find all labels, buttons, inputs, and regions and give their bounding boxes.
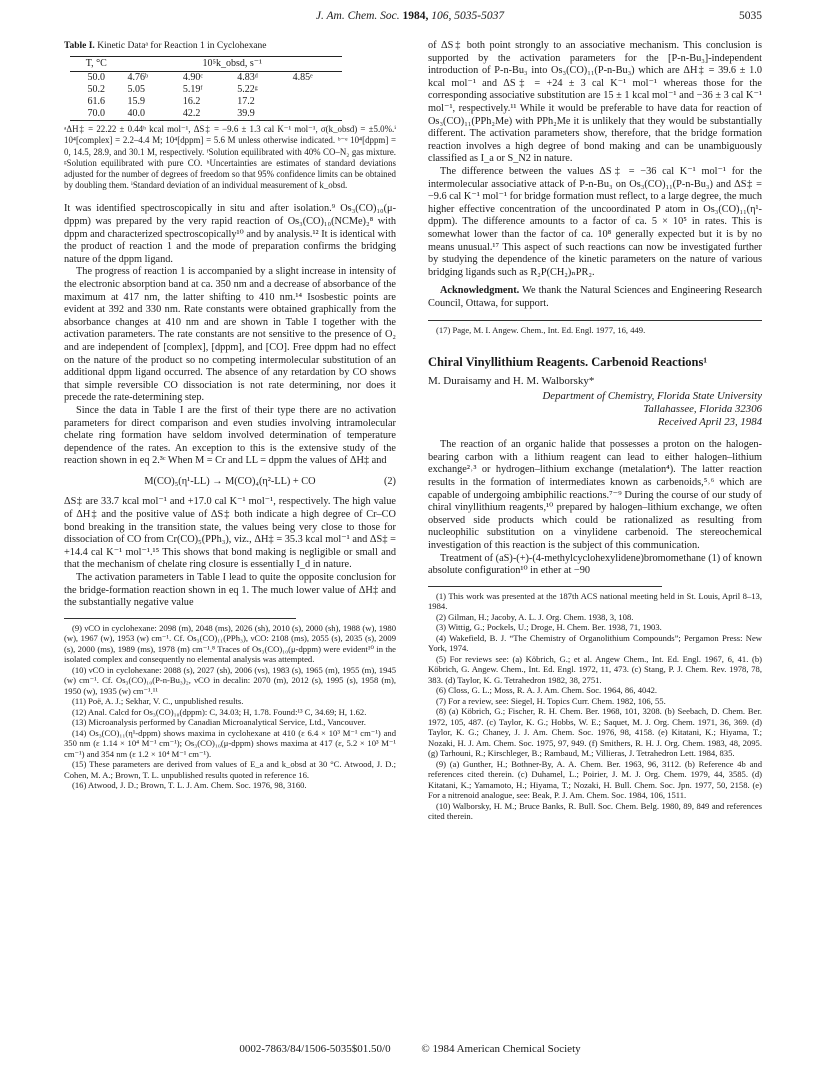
table-row (70, 84, 342, 96)
footnote: (17) Page, M. I. Angew. Chem., Int. Ed. Engl. 1977, 16, 449. (436, 325, 646, 336)
table-cell: 16.2 (182, 96, 201, 108)
table-cell: 42.2 (178, 108, 232, 121)
journal-citation (0, 10, 820, 22)
page-number: 5035 (739, 10, 762, 22)
body-paragraph: The reaction of an organic halide that possesses a proton on the halogen-bearing carbon with a lithium reagent can lead to either halogen–lithium exchange²˒³ or hydrogen–lithium exchange (metalation⁴). The latter reaction results in the formation of intermediates known as carbenoids,⁵˒⁶ which are capable of undergoing ambiphilic reactions.⁷⁻⁹ During the course of our study of chiral vinyllithium reagents,¹⁰ prepared by halogen–lithium exchange, we often observed side products which could be rationalized as resulting from nucleophilic substitution on a vinylidene carbenoid. The stereochemical investigation of this reaction is the subject of this communication. (428, 439, 762, 551)
table-cell: 4.90ᶜ (182, 72, 203, 84)
footnote: (13) Microanalysis performed by Canadian Microanalytical Service, Ltd., Vancouver. (72, 717, 366, 728)
body-paragraph: Since the data in Table I are the first of their type there are no activation parameters for direct comparison and even studies involving intramolecular chelate ring formation have seldom involved determination of temperature dependence of the rates. An exception to this is the extensive study of the reaction shown in eq 2.³ᶜ When M = Cr and LL = dppm the values of ΔH‡ and (64, 404, 396, 467)
footnote: (4) Wakefield, B. J. “The Chemistry of Organolithium Compounds”; Pergamon Press: New York, 1974. (428, 632, 762, 654)
footnote: (6) Closs, G. L.; Moss, R. A. J. Am. Chem. Soc. 1964, 86, 4042. (436, 685, 658, 696)
table-row (70, 108, 342, 121)
acknowledgment (428, 285, 762, 310)
left-column (64, 40, 396, 791)
footnote: (10) Walborsky, H. M.; Bruce Banks, R. Bull. Soc. Chem. Belg. 1980, 89, 849 and references cited therein. (428, 800, 762, 822)
table-cell (288, 84, 342, 96)
footnote: (14) Os₃(CO)₁₁(η¹-dppm) shows maxima in cyclohexane at 410 (ε 6.4 × 10³ M⁻¹ cm⁻¹) and 350 nm (ε 1.14 × 10⁴ M⁻¹ cm⁻¹); Os₃(CO)₁₀(μ-dppm) shows maxima at 417 (ε, 5.2 × 10³ M⁻¹ cm⁻¹) and 354 nm (ε 1.2 × 10⁴ M⁻¹ cm⁻¹). (64, 727, 396, 759)
footnote: (11) Poë, A. J.; Sekhar, V. C., unpublished results. (72, 696, 244, 707)
table-cell: 5.19ᶠ (182, 84, 203, 96)
footnote: (1) This work was presented at the 187th ACS national meeting held in St. Louis, April 8–13, 1984. (428, 590, 762, 612)
footnote-divider (64, 618, 296, 619)
table-label: Table I. (64, 41, 95, 51)
article-affiliation (428, 390, 762, 429)
table-cell: 4.76ᵇ (127, 72, 149, 84)
body-paragraph: Treatment of (aS)-(+)-(4-methylcyclohexylidene)bromomethane (1) of known absolute configuration¹⁰ in ether at −90 (428, 552, 762, 577)
footnote: (7) For a review, see: Siegel, H. Topics Curr. Chem. 1982, 106, 55. (436, 695, 666, 706)
copyright: © 1984 American Chemical Society (421, 1043, 581, 1055)
footnote-divider (428, 586, 662, 587)
footnote: (3) Wittig, G.; Pockels, U.; Droge, H. Chem. Ber. 1938, 71, 1903. (436, 622, 662, 633)
table-cell: 61.6 (87, 96, 105, 108)
footnote: (16) Atwood, J. D.; Brown, T. L. J. Am. Chem. Soc. 1976, 98, 3160. (72, 780, 307, 791)
equation-text: M(CO)₅(η¹-LL) → M(CO)₄(η²-LL) + CO (144, 475, 316, 487)
affiliation-line: Tallahassee, Florida 32306 (643, 403, 762, 416)
footnote: (5) For reviews see: (a) Köbrich, G.; et al. Angew Chem., Int. Ed. Engl. 1967, 6, 41. (b) Köbrich, G. Angew. Chem., Int. Ed. Engl. 1972, 11, 473. (c) Stang, P. J. Chem. Rev. 1978, 78, 383. (d) Taylor, K. G. Tetrahedron 1982, 38, 2751. (428, 653, 762, 685)
running-head (0, 10, 820, 30)
kinetic-data-table (70, 56, 342, 122)
table-row (70, 96, 342, 108)
acknowledgment-text: We thank the Natural Sciences and Engineering Research Council, Ottawa, for support. (428, 285, 762, 309)
table-title (64, 40, 396, 53)
table-cell: 40.0 (123, 108, 178, 121)
footnote: (12) Anal. Calcd for Os₃(CO)₁₀(dppm): C, 34.03; H, 1.78. Found:¹³ C, 34.69; H, 1.62. (72, 706, 367, 717)
acknowledgment-label: Acknowledgment. (440, 285, 520, 297)
footnote: (9) (a) Gunther, H.; Bothner-By, A. A. Chem. Ber. 1963, 96, 3112. (b) Reference 4b and references cited therein. (c) Duhamel, L.; Poirier, J. M. J. Org. Chem. 1979, 44, 3585. (d) Kitatani, K.; Yamamoto, H.; Hiyama, T.; Nozaki, H. Bull. Chem. Soc. Jpn. 1977, 50, 2158. (e) For a nitrenoid analogue, see: Beak, P. J. Am. Chem. Soc. 1984, 106, 1511. (428, 758, 762, 801)
affiliation-line: Department of Chemistry, Florida State University (542, 390, 762, 403)
body-paragraph: ΔS‡ are 33.7 kcal mol⁻¹ and +17.0 cal K⁻¹ mol⁻¹, respectively. The high value of ΔH‡ and the positive value of ΔS‡ both indicate a high degree of Cr–CO bond breaking in the transition state, the values being very close to those for dissociation of CO from Cr(CO)₅(PPh₃), viz., ΔH‡ = 35.3 kcal mol⁻¹ and ΔS‡ = +14.4 cal K⁻¹ mol⁻¹.¹⁵ This shows that bond making is negligible or small and that the mechanism of chelate ring closure is essentially I_d in nature. (64, 496, 396, 571)
table-cell (288, 96, 342, 108)
table-cell: 17.2 (237, 96, 255, 108)
table-row (70, 72, 342, 85)
footnote: (10) νCO in cyclohexane: 2088 (s), 2027 (sh), 2006 (vs), 1983 (s), 1965 (m), 1955 (m), 1945 (w) cm⁻¹. Cf. Os₃(CO)₁₀(P-n-Bu₃)₂, νCO in decalin: 2070 (m), 2012 (s), 1995 (s), 1958 (m), 1950 (w), 1935 (w) cm⁻¹.¹¹ (64, 664, 396, 696)
table-caption: Kinetic Dataᵃ for Reaction 1 in Cyclohexane (97, 41, 267, 51)
journal-name: J. Am. Chem. Soc. (315, 10, 400, 22)
table-footnotes: ᵃΔH‡ = 22.22 ± 0.44ʰ kcal mol⁻¹, ΔS‡ = −9.6 ± 1.3 cal K⁻¹ mol⁻¹, σ(k_obsd) = ±5.0%.ⁱ 10⁴[complex] = 2.2–4.4 M; 10⁴[dppm] = 5.6 M unless otherwise indicated. ᵇ⁻ᵉ 10⁴[dppm] = 0, 14.5, 28.9, and 30.1 M, respectively. ᶠSolution equilibrated with 40% CO–N₂ gas mixture. ᵍSolution equilibrated with pure CO. ʰUncertainties are estimates of standard deviations adjusted for the number of degrees of freedom so that 95% confidence limits can be obtained by doubling them. ⁱStandard deviation of an individual measurement of k_obsd. (64, 124, 396, 191)
body-paragraph: It was identified spectroscopically in situ and after isolation.⁹ Os₃(CO)₁₀(μ-dppm) was prepared by the very rapid reaction of Os₃(CO)₁₀(NCMe)₂⁸ with dppm and characterized spectroscopically¹⁰ and by analysis.¹² It is identical with the product of reaction 1 and the mode of preparation confirms the bridging nature of the dppm ligand. (64, 203, 396, 265)
table-cell: 50.2 (87, 84, 105, 96)
journal-year: 1984, (402, 10, 429, 22)
body-paragraph: of ΔS‡ both point strongly to an associative mechanism. This conclusion is supported by the activation parameters for the [P-n-Bu₃]-independent introduction of P-n-Bu₃ into Os₃(CO)₁₁(P-n-Bu₃) which are ΔH‡ = 39.6 ± 1.0 kcal mol⁻¹ and ΔS‡ = +24 ± 3 cal K⁻¹ mol⁻¹ whereas those for the corresponding associative substitution are 15 ± 1 kcal mol⁻¹ and −36 ± 3 cal K⁻¹ mol⁻¹, respectively.¹¹ While it would be preferable to have data for reaction of Os₃(CO)₁₁(PPh₂Me) with PPh₂Me it is unlikely that they would be substantially different. The activation parameters show, therefore, that the bridge formation reaction involves a high degree of bond making and can be unambiguously classified as I_a or S_N2 in nature. (428, 40, 762, 165)
table-cell: 70.0 (70, 108, 123, 121)
table-header-rate: 10⁵k_obsd, s⁻¹ (123, 56, 342, 72)
issn-code: 0002-7863/84/1506-5035$01.50/0 (239, 1043, 391, 1055)
body-paragraph: The difference between the values ΔS‡ = −36 cal K⁻¹ mol⁻¹ for the intermolecular associative attack of P-n-Bu₃ on Os₃(CO)₁₁(P-n-Bu₃) and ΔS‡ = −9.6 cal K⁻¹ mol⁻¹ for bridge formation must reflect, to a large degree, the much higher effective concentration of the uncoordinated P atom in Os₃(CO)₁₁(η¹-dppm). The difference amounts to a factor of ca. 5 × 10⁵ in rates. This is somewhat lower than the factor of ca. 10⁸ generally expected but it is by no means unusual.¹⁷ This aspect of such reactions can now be investigated further by studying the dependence of the kinetic parameters on the nature of various bridging ligands such as R₂P(CH₂)ₙPR₂. (428, 165, 762, 278)
table-cell: 4.85ᵉ (292, 72, 313, 84)
journal-volume-pages: 106, 5035-5037 (431, 10, 505, 22)
footnote: (8) (a) Köbrich, G.; Fischer, R. H. Chem. Ber. 1968, 101, 3208. (b) Seebach, D. Chem. Ber. 1972, 105, 487. (c) Taylor, K. G.; Hobbs, W. E.; Saquet, M. J. Org. Chem. 1971, 36, 369. (d) Taylor, K. G.; Chaney, J. J. Am. Chem. Soc. 1976, 98, 4158. (e) Kitatani, K.; Hiyama, T.; Nozaki, H. J. Am. Chem. Soc. 1975, 97, 949. (f) Smithers, R. H. J. Org. Chem. 1983, 48, 2095. (g) Tarhouni, R.; Kirschleger, B.; Rambaud, M.; Villieras, J. Tetrahedron Lett. 1984, 835. (428, 706, 762, 759)
right-column (428, 40, 762, 822)
body-paragraph: The progress of reaction 1 is accompanied by a slight increase in intensity of the electronic absorption band at ca. 350 nm and a decrease of absorbance of the maximum at 417 nm, the latter shifting to 410 nm.¹⁴ Isosbestic points are evident at 392 and 330 nm. Rate constants were obtained graphically from the absorbance changes at 410 nm and are shown in Table I together with the activation parameters. The rate constants are not sensitive to the presence of O₂ and are independent of [complex], [dppm], and [CO]. Free dppm had no effect on the nature of the product so no competing intermolecular substitution of an additional dppm ligand occurred. The absence of any retardation by CO shows that simple reversible CO dissociation is not rate determining, nor does it precede the rate-determining step. (64, 266, 396, 404)
table-cell: 15.9 (127, 96, 146, 108)
table-cell: 50.0 (87, 72, 105, 84)
table-cell: 5.05 (127, 84, 146, 96)
footnote: (2) Gilman, H.; Jacoby, A. L. J. Org. Chem. 1938, 3, 108. (436, 611, 634, 622)
table-header-temperature: T, °C (70, 56, 123, 72)
footnote: (9) νCO in cyclohexane: 2098 (m), 2048 (ms), 2026 (sh), 2010 (s), 2000 (sh), 1988 (w), 1980 (w), 1967 (w), 1953 (w) cm⁻¹. Cf. Os₃(CO)₁₁(PPh₃), νCO: 2108 (ms), 2055 (s), 2035 (s), 2009 (s), 2000 (ms), 1989 (ms), 1978 (m) cm⁻¹.⁸ Traces of Os₃(CO)₁₀(μ-dppm) were evident¹⁰ in the isolated complex and consequently no elemental analysis was attempted. (64, 622, 396, 665)
equation-2 (64, 476, 396, 489)
table-cell: 39.9 (232, 108, 287, 121)
footnote: (15) These parameters are derived from values of E_a and k_obsd at 30 °C. Atwood, J. D.; Cohen, M. A.; Brown, T. L. unpublished results quoted in reference 16. (64, 759, 396, 780)
table-cell (288, 108, 342, 121)
article-title: Chiral Vinyllithium Reagents. Carbenoid Reactions¹ (428, 354, 708, 369)
table-cell: 5.22ᵍ (237, 84, 258, 96)
footnote-divider (428, 320, 762, 321)
received-date: Received April 23, 1984 (657, 416, 762, 429)
equation-number: (2) (383, 475, 396, 487)
article-authors: M. Duraisamy and H. M. Walborsky* (428, 374, 595, 387)
page-footer (0, 1043, 820, 1055)
table-cell: 4.83ᵈ (237, 72, 258, 84)
body-paragraph: The activation parameters in Table I lead to quite the opposite conclusion for the bridge-formation reaction shown in eq 1. The much lower value of ΔH‡ and the substantially negative value (64, 572, 396, 609)
